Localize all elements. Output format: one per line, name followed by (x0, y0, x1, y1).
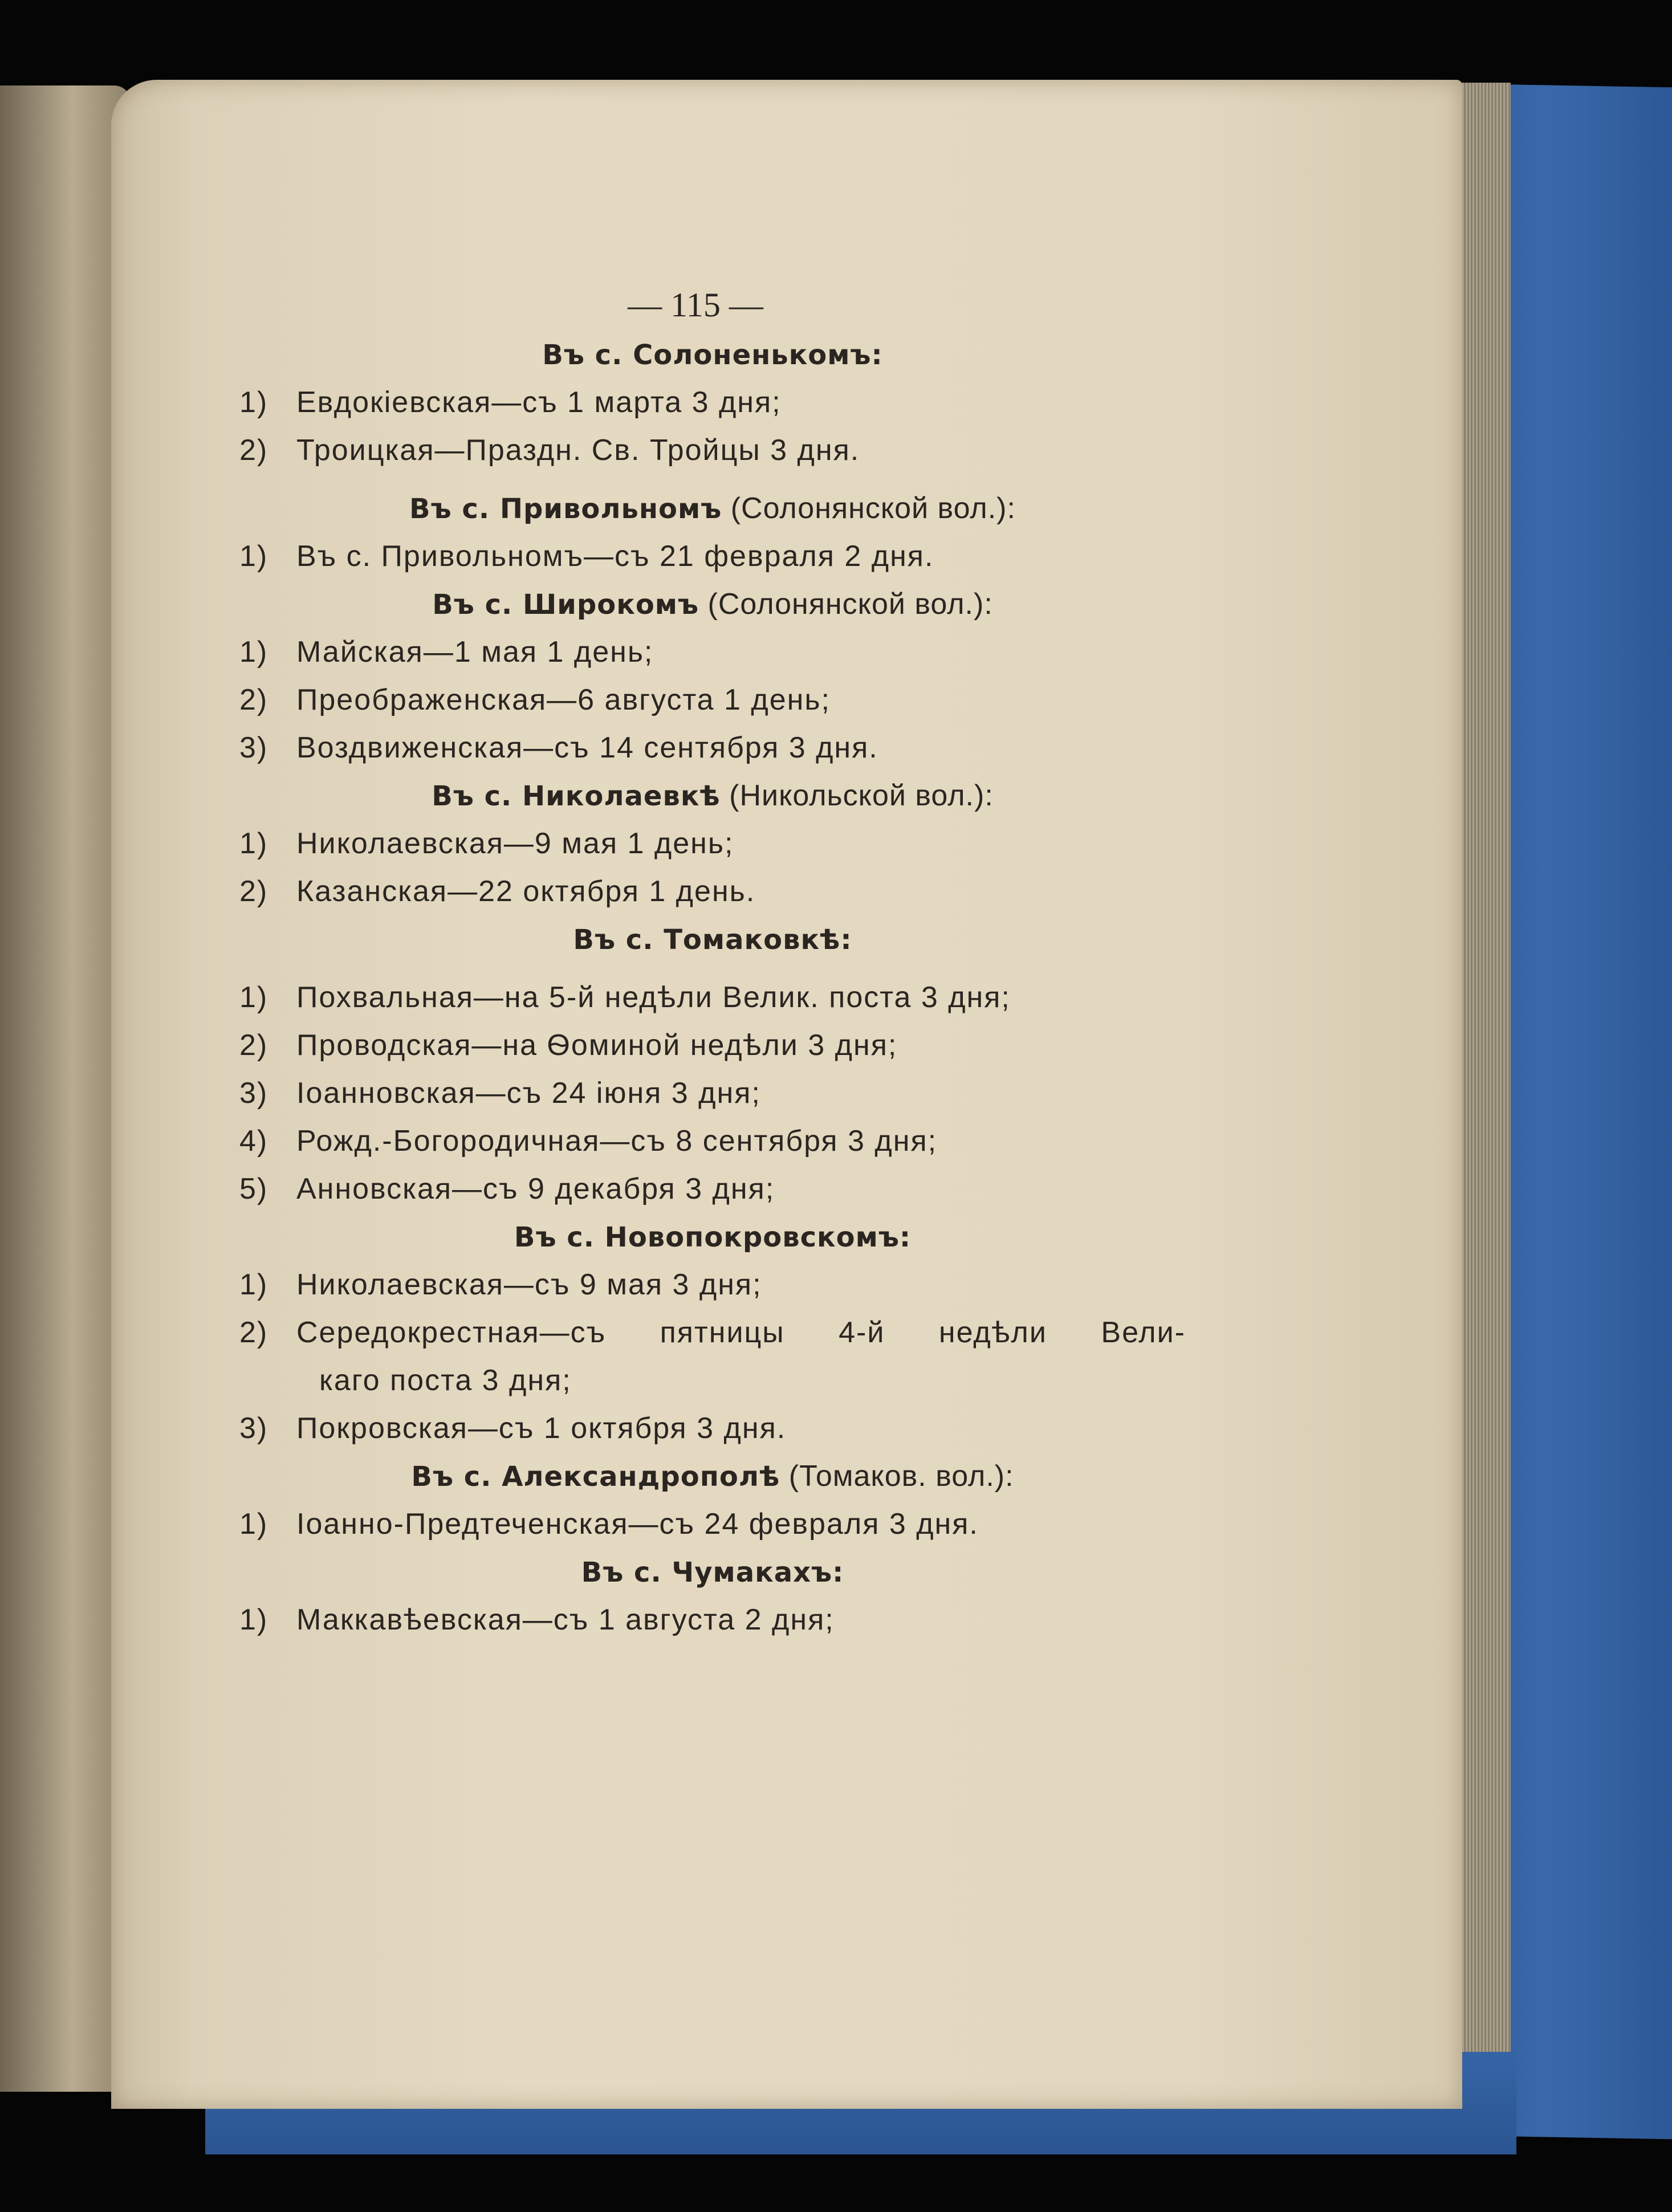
list-item: 1) Николаевская—съ 9 мая 3 дня; (239, 1268, 762, 1301)
list-item: 1) Майская—1 мая 1 день; (239, 636, 654, 669)
section-heading: Въ с. Томаковкѣ: (573, 924, 852, 956)
section-heading: Въ с. Александрополѣ (Томаков. вол.): (411, 1460, 1014, 1493)
list-item: 1) Іоанно-Предтеченская—съ 24 февраля 3 дня. (239, 1508, 979, 1541)
list-item: 1) Маккавѣевская—съ 1 августа 2 дня; (239, 1603, 835, 1636)
page-number: — 115 — (628, 286, 763, 324)
list-item: 2) Казанская—22 октября 1 день. (239, 875, 756, 908)
list-item: 1) Похвальная—на 5-й недѣли Велик. поста 3 дня; (239, 981, 1011, 1014)
list-item: 1) Евдокіевская—съ 1 марта 3 дня; (239, 386, 782, 419)
list-item: 3) Покровская—съ 1 октября 3 дня. (239, 1412, 787, 1445)
page-content (239, 279, 1186, 1644)
section-heading: Въ с. Чумакахъ: (581, 1557, 844, 1588)
section-heading: Въ с. Широкомъ (Солонянской вол.): (432, 588, 993, 621)
list-item: 1) Въ с. Привольномъ—съ 21 февраля 2 дня. (239, 540, 934, 573)
section-heading: Въ с. Солоненькомъ: (542, 339, 883, 371)
list-item: 4) Рожд.-Богородичная—съ 8 сентября 3 дня; (239, 1125, 938, 1158)
list-item: 2) Середокрестная—съ пятницы 4-й недѣли Вели- каго поста 3 дня; (239, 1316, 1186, 1397)
list-item: 2) Преображенская—6 августа 1 день; (239, 683, 831, 716)
list-item: 2) Троицкая—Праздн. Св. Тройцы 3 дня. (239, 434, 860, 467)
section-heading: Въ с. Привольномъ (Солонянской вол.): (409, 492, 1016, 525)
section-heading: Въ с. Новопокровскомъ: (514, 1221, 912, 1253)
list-item: 5) Анновская—съ 9 декабря 3 дня; (239, 1172, 775, 1205)
list-item: 3) Іоанновская—съ 24 іюня 3 дня; (239, 1077, 761, 1110)
list-item: 1) Николаевская—9 мая 1 день; (239, 827, 734, 860)
section-heading: Въ с. Николаевкѣ (Никольской вол.): (432, 779, 994, 812)
list-item: 3) Воздвиженская—съ 14 сентября 3 дня. (239, 731, 878, 764)
list-item: 2) Проводская—на Ѳоминой недѣли 3 дня; (239, 1029, 898, 1062)
